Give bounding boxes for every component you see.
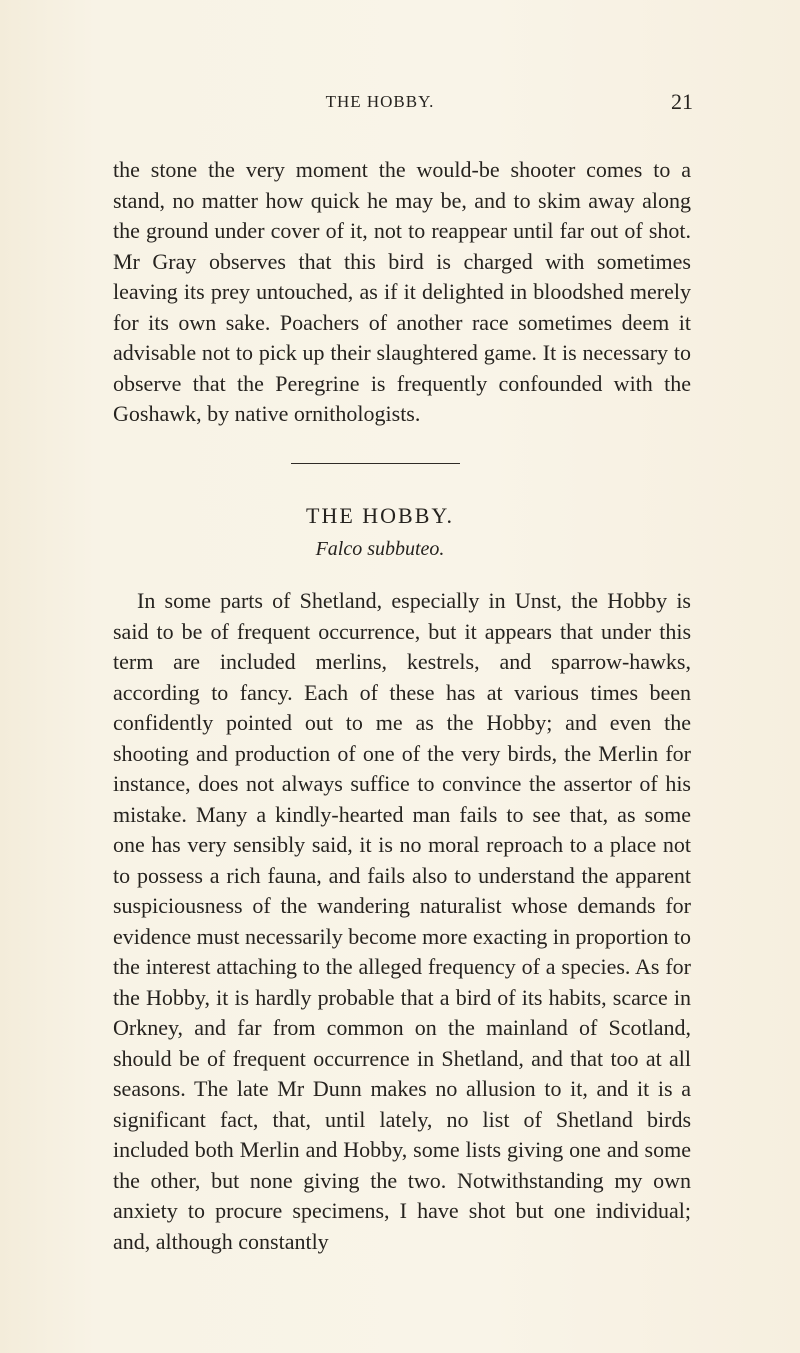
running-head: THE HOBBY.: [325, 92, 435, 111]
hobby-paragraph: In some parts of Shetland, especially in Unst, the Hobby is said to be of frequent occurrence, but it appears that under this term are included merlins, kestrels, and sparrow-hawks, according to fancy. Each of these has at various times been confidently pointed out to me as the Hobby; and even the shooting and production of one of the very birds, the Merlin for instance, does not always suffice to convince the assertor of his mistake. Many a kindly-hearted man fails to see that, as some one has very sensibly said, it is no moral reproach to a place not to possess a rich fauna, and fails also to understand the apparent suspiciousness of the wandering naturalist whose demands for evidence must necessarily become more exacting in proportion to the interest attaching to the alleged frequency of a species. As for the Hobby, it is hardly probable that a bird of its habits, scarce in Orkney, and far from common on the mainland of Scotland, should be of frequent occurrence in Shetland, and that too at all seasons. The late Mr Dunn makes no allusion to it, and it is a significant fact, that, until lately, no list of Shetland birds included both Merlin and Hobby, some lists giving one and some the other, but none giving the two. Notwithstanding my own anxiety to procure specimens, I have shot but one individual; and, although constantly: [113, 588, 691, 1254]
species-name: Falco subbuteo.: [315, 538, 445, 560]
section-divider: [291, 463, 460, 464]
section-title: THE HOBBY.: [306, 503, 454, 528]
page-header: [0, 88, 800, 118]
intro-paragraph: the stone the very moment the would-be shooter comes to a stand, no matter how quick he may be, and to skim away along the ground under cover of it, not to reappear until far out of shot. Mr Gray observes that this bird is charged with sometimes leaving its prey untouched, as if it delighted in bloodshed merely for its own sake. Poachers of another race sometimes deem it advisable not to pick up their slaughtered game. It is necessary to observe that the Peregrine is frequently confounded with the Goshawk, by native ornithologists.: [113, 157, 691, 426]
page-number: 21: [671, 89, 693, 114]
